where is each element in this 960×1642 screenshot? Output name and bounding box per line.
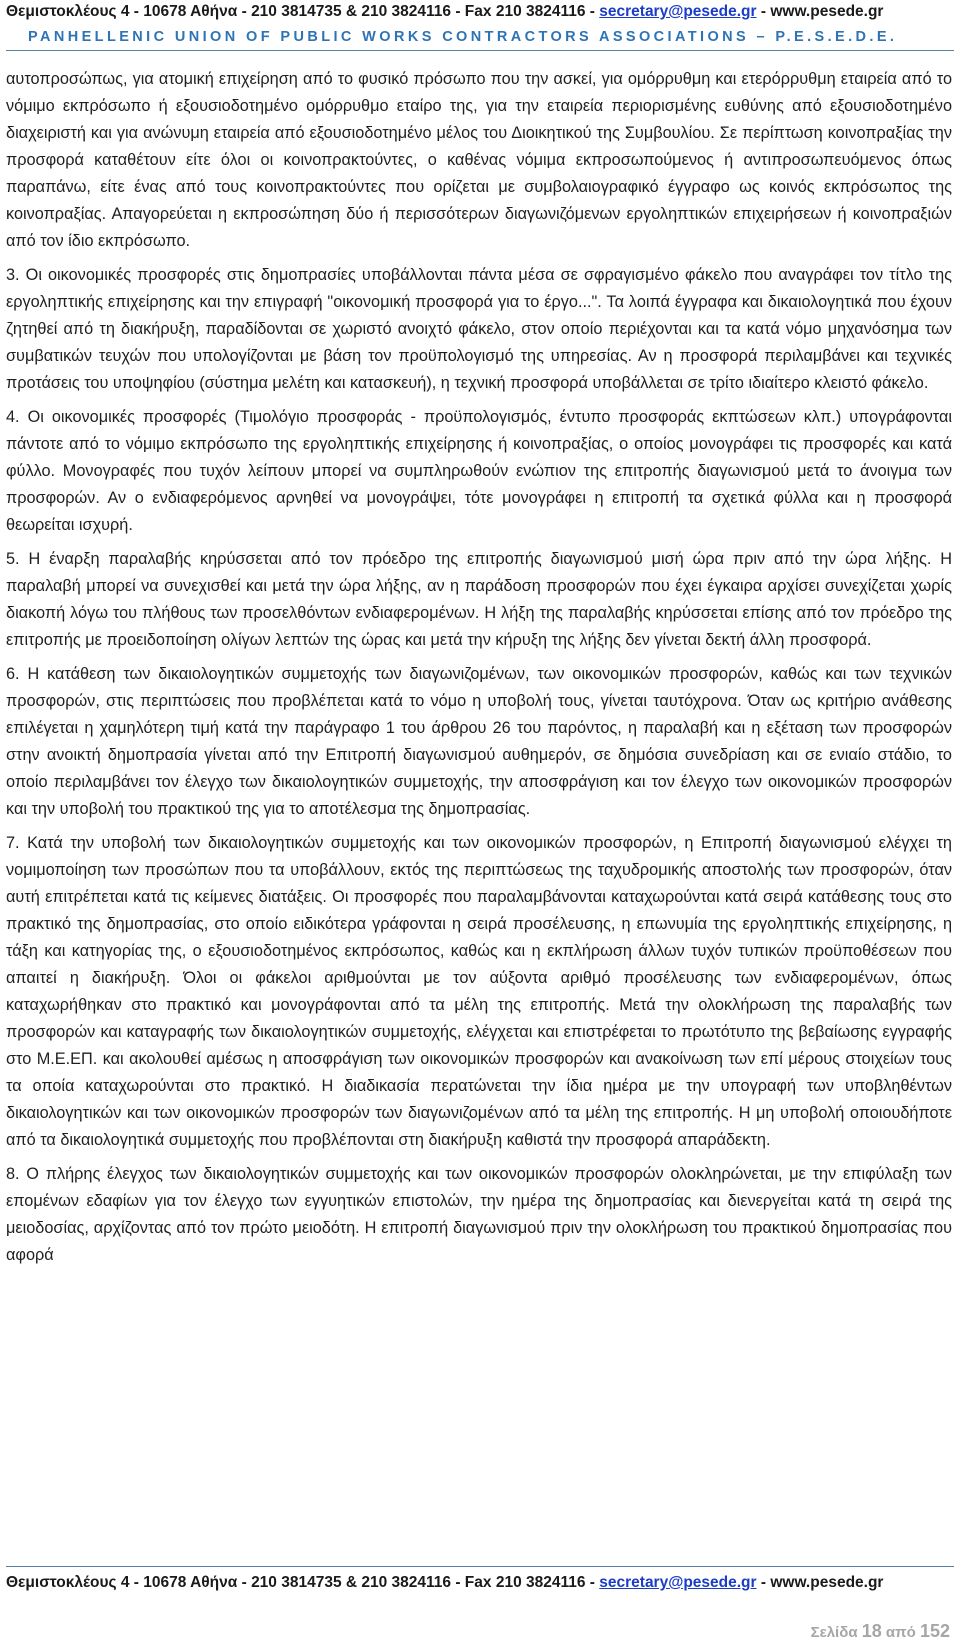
body-paragraph: 8. Ο πλήρης έλεγχος των δικαιολογητικών συμμετοχής και των οικονομικών προσφορών ολοκληρώνεται, με την επιφύλαξη των επομένων εδαφίων για τον έλεγχο των εγγυητικών επιστολών, την ημέρα της δημοπρασίας και διενεργείται κατά τη σειρά της μειοδοσίας, αρχίζοντας από τον πρώτο μειοδότη. Η επιτροπή διαγωνισμού πριν την ολοκλήρωση του πρακτικού δημοπρασίας που αφορά — [6, 1165, 952, 1264]
body-paragraph: αυτοπροσώπως, για ατομική επιχείρηση από το φυσικό πρόσωπο που την ασκεί, για ομόρρυθμη και ετερόρρυθμη εταιρεία από το νόμιμο εκπρόσωπο ή εξουσιοδοτημένο ομόρρυθμο εταίρο της, για την εταιρεία περιορισμένης ευθύνης από εξουσιοδοτημένο διαχειριστή και για ανώνυμη εταιρεία από εξουσιοδοτημένο μέλος του Διοικητικού της Συμβουλίου. Σε περίπτωση κοινοπραξίας την προσφορά καταθέτουν είτε όλοι οι κοινοπρακτούντες, ο καθένας νόμιμα εκπροσωπούμενος ή αντιπροσωπευόμενος όπως παραπάνω, είτε ένας από τους κοινοπρακτούντες που ορίζεται με συμβολαιογραφικό έγγραφο ως κοινός εκπρόσωπος της κοινοπραξίας. Απαγορεύεται η εκπροσώπηση δύο ή περισσότερων διαγωνιζόμενων εργοληπτικών επιχειρήσεων ή κοινοπραξιών από τον ίδιο εκπρόσωπο. — [6, 70, 952, 250]
page-number — [811, 1622, 950, 1642]
page-footer — [0, 1566, 960, 1593]
body-paragraph: 4. Οι οικονομικές προσφορές (Τιμολόγιο προσφοράς - προϋπολογισμός, έντυπο προσφοράς εκπτώσεων κλπ.) υπογράφονται πάντοτε από το νόμιμο εκπρόσωπο της εργοληπτικής επιχείρησης ή κοινοπραξίας, ο οποίος μονογράφει τις προσφορές και κατά φύλλο. Μονογραφές που τυχόν λείπουν μπορεί να συμπληρωθούν ενώπιον της επιτροπής διαγωνισμού μετά το άνοιγμα των προσφορών. Αν ο ενδιαφερόμενος αρνηθεί να μονογράψει, τότε μονογράφει η επιτροπή τα σχετικά φύλλα και η προσφορά θεωρείται ισχυρή. — [6, 408, 952, 534]
header-email-link[interactable]: secretary@pesede.gr — [599, 3, 757, 20]
footer-website: - www.pesede.gr — [756, 1574, 884, 1591]
organization-name: PANHELLENIC UNION OF PUBLIC WORKS CONTRACTORS ASSOCIATIONS – P.E.S.E.D.E. — [28, 29, 898, 45]
body-paragraph: 3. Οι οικονομικές προσφορές στις δημοπρασίες υποβάλλονται πάντα μέσα σε σφραγισμένο φάκελο που αναγράφει τον τίτλο της εργοληπτικής επιχείρησης και την επιγραφή "οικονομική προσφορά για το έργο...". Τα λοιπά έγγραφα και δικαιολογητικά που έχουν ζητηθεί από τη διακήρυξη, παραδίδονται σε χωριστό ανοιχτό φάκελο, στον οποίο περιέχονται και τα κατά νόμο μηχανόσημα των συμβατικών τευχών που υπολογίζονται με βάση τον προϋπολογισμό της υπηρεσίας. Αν η προσφορά περιλαμβάνει και τεχνικές προτάσεις του υποψηφίου (σύστημα μελέτη και κατασκευή), η τεχνική προσφορά υποβάλλεται σε τρίτο ιδιαίτερο κλειστό φάκελο. — [6, 266, 952, 392]
header-contact-line — [0, 0, 960, 22]
body-paragraph: 6. Η κατάθεση των δικαιολογητικών συμμετοχής των διαγωνιζομένων, των οικονομικών προσφορών, καθώς και των τεχνικών προσφορών, στις περιπτώσεις που προβλέπεται κατά το νόμο η υποβολή τους, γίνεται ταυτόχρονα. Όταν ως κριτήριο ανάθεσης επιλέγεται η χαμηλότερη τιμή κατά την παράγραφο 1 του άρθρου 26 του παρόντος, η παραλαβή και η εξέταση των προσφορών στην ανοικτή δημοπρασία γίνεται από την Επιτροπή διαγωνισμού αυθημερόν, σε δημόσια συνεδρίαση και σε ενιαίο στάδιο, το οποίο περιλαμβάνει τον έλεγχο των δικαιολογητικών συμμετοχής, την αποσφράγιση και τον έλεγχο των οικονομικών προσφορών και την υποβολή του πρακτικού της για το αποτέλεσμα της δημοπρασίας. — [6, 665, 952, 818]
page-total: 152 — [919, 1621, 950, 1641]
page-header — [0, 0, 960, 51]
footer-contact-line — [0, 1573, 960, 1593]
page-current: 18 — [861, 1621, 882, 1641]
body-paragraph: 5. Η έναρξη παραλαβής κηρύσσεται από τον πρόεδρο της επιτροπής διαγωνισμού μισή ώρα πριν από την ώρα λήξης. Η παραλαβή μπορεί να συνεχισθεί και μετά την ώρα λήξης, αν η παράδοση προσφορών που έχει έγκαιρα αρχίσει συνεχίζεται χωρίς διακοπή λόγω του πλήθους των προσελθόντων ενδιαφερομένων. Η λήξη της παραλαβής κηρύσσεται επίσης από τον πρόεδρο της επιτροπής με προειδοποίηση ολίγων λεπτών της ώρας και μετά την κήρυξη της λήξης δεν γίνεται δεκτή άλλη προσφορά. — [6, 550, 952, 649]
body-paragraph: 7. Κατά την υποβολή των δικαιολογητικών συμμετοχής και των οικονομικών προσφορών, η Επιτροπή διαγωνισμού ελέγχει τη νομιμοποίηση των προσώπων που τα υποβάλλουν, εκτός της περιπτώσεως της ταχυδρομικής αποστολής των προσφορών, όταν αυτή επιτρέπεται κατά τις κείμενες διατάξεις. Οι προσφορές που παραλαμβάνονται καταχωρούνται κατά σειρά κατάθεσης τους στο πρακτικό της δημοπρασίας, στο οποίο ειδικότερα γράφονται η σειρά προσέλευσης, η επωνυμία της εργοληπτικής επιχείρησης, η τάξη και κατηγορίας της, ο εξουσιοδοτημένος εκπρόσωπος, καθώς και η εκπλήρωση άλλων τυχόν τυπικών προϋποθέσεων που απαιτεί η διακήρυξη. Όλοι οι φάκελοι αριθμούνται με τον αύξοντα αριθμό προσέλευσης των ενδιαφερομένων, όπως καταχωρήθηκαν στο πρακτικό και μονογράφονται από τα μέλη της επιτροπής. Μετά την ολοκλήρωση της παραλαβής των προσφορών και καταγραφής των δικαιολογητικών συμμετοχής, ελέγχεται και επιστρέφεται το πρωτότυπο της βεβαίωσης εγγραφής στο Μ.Ε.ΕΠ. και ακολουθεί αμέσως η αποσφράγιση των οικονομικών προσφορών και ανακοίνωση των επί μέρους στοιχείων τους τα οποία καταχωρούνται στο πρακτικό. Η διαδικασία περατώνεται την ίδια ημέρα με την υπογραφή των υποβληθέντων δικαιολογητικών και των οικονομικών προσφορών των διαγωνιζομένων από τα μέλη της επιτροπής. Η μη υποβολή οποιουδήποτε από τα δικαιολογητικά συμμετοχής που προβλέπονται στη διακήρυξη καθιστά την προσφορά απαράδεκτη. — [6, 834, 952, 1149]
footer-address: Θεμιστοκλέους 4 - 10678 Αθήνα - 210 3814735 & 210 3824116 - Fax 210 3824116 - — [6, 1574, 600, 1591]
footer-email-link[interactable]: secretary@pesede.gr — [599, 1574, 757, 1591]
footer-divider — [6, 1566, 954, 1567]
header-address: Θεμιστοκλέους 4 - 10678 Αθήνα - 210 3814735 & 210 3824116 - Fax 210 3824116 - — [6, 3, 600, 20]
page-of: από — [881, 1624, 920, 1641]
header-divider — [6, 50, 954, 51]
page-label: Σελίδα — [810, 1624, 862, 1641]
document-body — [6, 66, 952, 1276]
header-website: - www.pesede.gr — [756, 3, 884, 20]
